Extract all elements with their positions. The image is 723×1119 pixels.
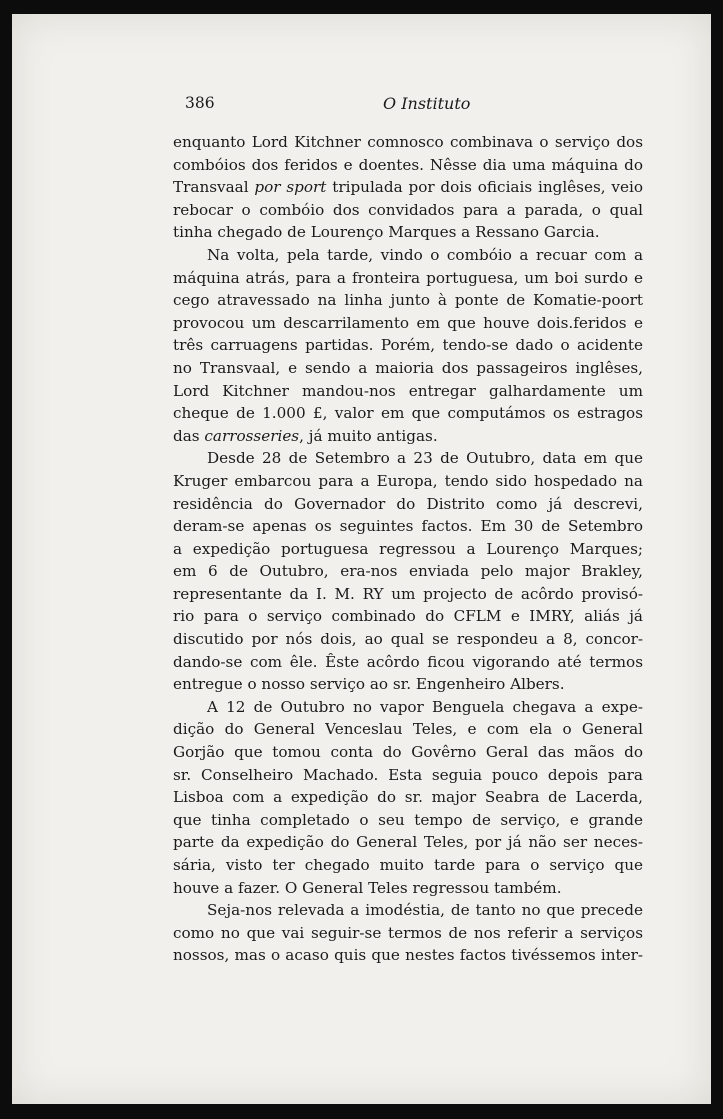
paragraph bbox=[173, 447, 643, 696]
text-line: Desde 28 de Setembro a 23 de Outubro, data em que bbox=[207, 449, 643, 468]
text-line: rio para o serviço combinado do CFLM e IMRY, aliás já bbox=[173, 607, 643, 626]
paragraph bbox=[173, 696, 643, 899]
text-line: Seja-nos relevada a imodéstia, de tanto no que precede bbox=[207, 901, 643, 920]
running-title: O Instituto bbox=[383, 94, 471, 113]
text-line: A 12 de Outubro no vapor Benguela chegava a expe- bbox=[207, 697, 643, 716]
page-number: 386 bbox=[185, 94, 215, 112]
body-text bbox=[173, 131, 643, 967]
text-line: sr. Conselheiro Machado. Esta seguia pouco depois para bbox=[173, 765, 643, 784]
text-line: Na volta, pela tarde, vindo o combóio a recuar com a bbox=[207, 245, 643, 264]
text-line: residência do Governador do Distrito como já descrevi, bbox=[173, 494, 643, 513]
text-line: combóios dos feridos e doentes. Nêsse dia uma máquina do bbox=[173, 155, 643, 174]
text-line: máquina atrás, para a fronteira portuguesa, um boi surdo e bbox=[173, 268, 643, 287]
text-line: representante da I. M. RY um projecto de acôrdo provisó- bbox=[173, 584, 643, 603]
text-line: três carruagens partidas. Porém, tendo-se dado o acidente bbox=[173, 336, 643, 355]
page-header bbox=[185, 94, 655, 118]
text-line: provocou um descarrilamento em que houve dois.feridos e bbox=[173, 313, 643, 332]
paragraph bbox=[173, 131, 643, 244]
text-line: Transvaal por sport tripulada por dois oficiais inglêses, veio bbox=[173, 178, 643, 197]
italic-phrase: carrosseries bbox=[204, 426, 300, 445]
paragraph bbox=[173, 899, 643, 967]
text-line: parte da expedição do General Teles, por já não ser neces- bbox=[173, 833, 643, 852]
text-line: tinha chegado de Lourenço Marques a Ressano Garcia. bbox=[173, 223, 600, 242]
paragraph bbox=[173, 244, 643, 447]
text-line: Gorjão que tomou conta do Govêrno Geral das mãos do bbox=[173, 743, 643, 762]
text-line: cego atravessado na linha junto à ponte de Komatie-poort bbox=[173, 291, 643, 310]
text-line: Kruger embarcou para a Europa, tendo sido hospedado na bbox=[173, 471, 643, 490]
text-line: no Transvaal, e sendo a maioria dos passageiros inglêses, bbox=[173, 358, 643, 377]
text-line: sária, visto ter chegado muito tarde para o serviço que bbox=[173, 856, 643, 874]
text-line: das carrosseries, já muito antigas. bbox=[173, 426, 438, 445]
text-line: como no que vai seguir-se termos de nos referir a serviços bbox=[173, 923, 643, 942]
text-line: enquanto Lord Kitchner comnosco combinava o serviço dos bbox=[173, 133, 643, 151]
text-line: Lisboa com a expedição do sr. major Seabra de Lacerda, bbox=[173, 788, 643, 807]
text-line: dição do General Venceslau Teles, e com ela o General bbox=[173, 720, 643, 739]
italic-phrase: por sport bbox=[254, 178, 327, 197]
text-line: deram-se apenas os seguintes factos. Em 30 de Setembro bbox=[173, 517, 643, 536]
text-line: houve a fazer. O General Teles regressou também. bbox=[173, 878, 562, 897]
text-line: Lord Kitchner mandou-nos entregar galhardamente um bbox=[173, 381, 643, 400]
text-line: cheque de 1.000 £, valor em que computámos os estragos bbox=[173, 404, 643, 423]
text-line: a expedição portuguesa regressou a Lourenço Marques; bbox=[173, 539, 643, 558]
text-line: dando-se com êle. Êste acôrdo ficou vigorando até termos bbox=[173, 652, 643, 671]
text-line: nossos, mas o acaso quis que nestes factos tivéssemos inter- bbox=[173, 946, 643, 965]
text-line: rebocar o combóio dos convidados para a parada, o qual bbox=[173, 200, 643, 219]
text-line: que tinha completado o seu tempo de serviço, e grande bbox=[173, 810, 643, 829]
text-line: discutido por nós dois, ao qual se respondeu a 8, concor- bbox=[173, 630, 643, 649]
text-line: entregue o nosso serviço ao sr. Engenheiro Albers. bbox=[173, 675, 565, 694]
text-line: em 6 de Outubro, era-nos enviada pelo major Brakley, bbox=[173, 562, 643, 581]
